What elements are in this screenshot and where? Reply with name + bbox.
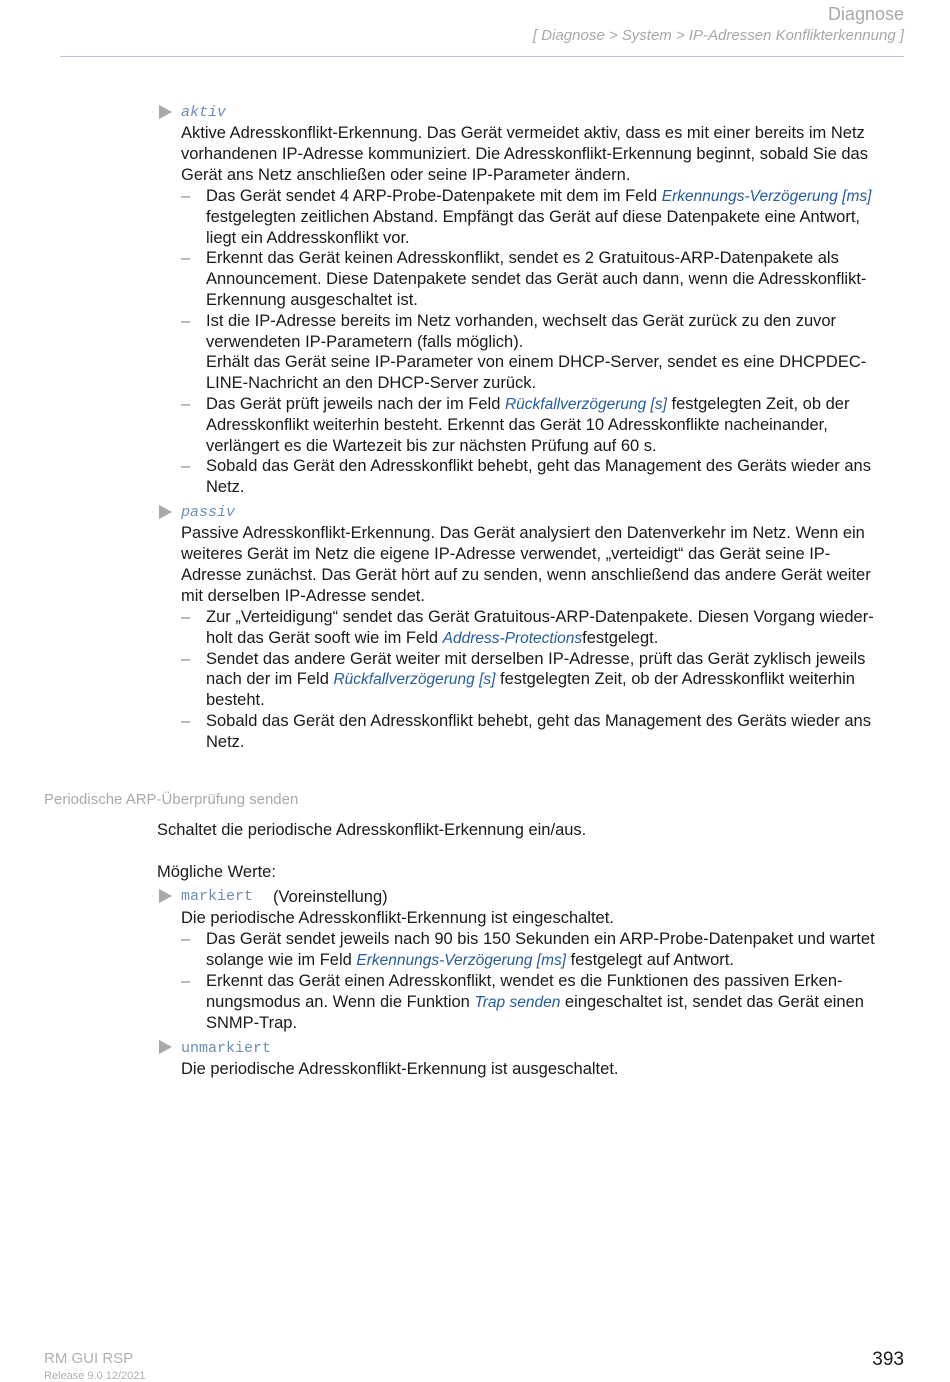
dash-marker: –: [181, 312, 191, 330]
passiv-desc-line4: mit derselben IP-Adresse sendet.: [181, 587, 425, 605]
aktiv-desc-line2: vorhandenen IP-Adresse kommuniziert. Die Adresskonflikt-Erkennung beginnt, sobald Sie das: [181, 145, 868, 163]
unmarkiert-desc: Die periodische Adresskonflikt-Erkennung ist ausgeschaltet.: [181, 1060, 619, 1078]
aktiv-bullet2-line2: Announcement. Diese Datenpakete sendet das Gerät auch dann, wenn die Adresskonflikt-: [206, 270, 867, 288]
dash-marker: –: [181, 187, 191, 205]
dash-marker: –: [181, 972, 191, 990]
section-description: Schaltet die periodische Adresskonflikt-Erkennung ein/aus.: [157, 821, 587, 839]
aktiv-bullet3-line1: Ist die IP-Adresse bereits im Netz vorhanden, wechselt das Gerät zurück zu den zuvor: [206, 312, 837, 330]
markiert-bullet2-line2: nungsmodus an. Wenn die Funktion Trap senden eingeschaltet ist, sendet das Gerät einen: [206, 993, 864, 1011]
bullet-triangle-icon: [159, 1040, 172, 1054]
aktiv-bullet1-line1: Das Gerät sendet 4 ARP-Probe-Datenpakete mit dem im Feld Erkennungs-Verzögerung [ms]: [206, 187, 872, 205]
default-note: (Voreinstellung): [273, 888, 388, 906]
markiert-bullet1-line2: solange wie im Feld Erkennungs-Verzögerung [ms] festgelegt auf Antwort.: [206, 951, 734, 969]
aktiv-bullet4-line1: Das Gerät prüft jeweils nach der im Feld Rückfallverzögerung [s] festgelegten Zeit, ob der: [206, 395, 850, 413]
field-reference: Address-Protections: [442, 630, 583, 647]
dash-marker: –: [181, 650, 191, 668]
header-divider: [60, 56, 904, 57]
aktiv-bullet3-line2: verwendeten IP-Parametern (falls möglich).: [206, 333, 524, 351]
chapter-title: Diagnose: [827, 4, 904, 24]
bullet-triangle-icon: [159, 505, 172, 519]
field-reference: Rückfallverzögerung [s]: [333, 671, 496, 688]
field-reference: Trap senden: [474, 994, 561, 1011]
field-reference: Erkennungs-Verzögerung [ms]: [356, 952, 567, 969]
product-name: RM GUI RSP: [44, 1350, 134, 1367]
passiv-bullet2-line1: Sendet das andere Gerät weiter mit derselben IP-Adresse, prüft das Gerät zyklisch jeweils: [206, 650, 866, 668]
passiv-bullet1-line1: Zur „Verteidigung“ sendet das Gerät Gratuitous-ARP-Datenpakete. Diesen Vorgang wieder-: [206, 608, 874, 626]
dash-marker: –: [181, 457, 191, 475]
aktiv-bullet4-line3: verlängert es die Wartezeit bis zur nächsten Prüfung auf 60 s.: [206, 437, 657, 455]
aktiv-desc-line3: Gerät ans Netz anschließen oder seine IP-Parameter ändern.: [181, 166, 631, 184]
aktiv-bullet2-line3: Erkennung ausgeschaltet ist.: [206, 291, 418, 309]
aktiv-bullet5-line2: Netz.: [206, 478, 245, 496]
passiv-bullet1-line2: holt das Gerät sooft wie im Feld Address-Protectionsfestgelegt.: [206, 629, 659, 647]
aktiv-bullet1-line3: liegt ein Addresskonflikt vor.: [206, 229, 410, 247]
aktiv-bullet3-line4: LINE-Nachricht an den DHCP-Server zurück.: [206, 374, 537, 392]
release-info: Release 9.0 12/2021: [44, 1370, 146, 1382]
aktiv-bullet4-line2: Adresskonflikt weiterhin besteht. Erkennt das Gerät 10 Adresskonflikte nacheinander,: [206, 416, 828, 434]
dash-marker: –: [181, 395, 191, 413]
aktiv-bullet3-line3: Erhält das Gerät seine IP-Parameter von einem DHCP-Server, sendet es eine DHCPDEC-: [206, 353, 867, 371]
markiert-bullet2-line3: SNMP-Trap.: [206, 1014, 298, 1032]
field-reference: Rückfallverzögerung [s]: [504, 396, 667, 413]
passiv-bullet3-line2: Netz.: [206, 733, 245, 751]
option-aktiv: aktiv: [181, 104, 227, 121]
dash-marker: –: [181, 930, 191, 948]
section-title: Periodische ARP-Überprüfung senden: [44, 791, 299, 808]
aktiv-bullet5-line1: Sobald das Gerät den Adresskonflikt behebt, geht das Management des Geräts wieder ans: [206, 457, 871, 475]
passiv-bullet2-line3: besteht.: [206, 691, 265, 709]
page-number: 393: [872, 1349, 904, 1370]
dash-marker: –: [181, 712, 191, 730]
aktiv-desc-line1: Aktive Adresskonflikt-Erkennung. Das Gerät vermeidet aktiv, dass es mit einer bereits im Netz: [181, 124, 865, 142]
markiert-bullet2-line1: Erkennt das Gerät einen Adresskonflikt, wendet es die Funktionen des passiven Erken-: [206, 972, 843, 990]
option-unmarkiert: unmarkiert: [181, 1040, 272, 1057]
passiv-desc-line1: Passive Adresskonflikt-Erkennung. Das Gerät analysiert den Datenverkehr im Netz. Wenn ein: [181, 524, 865, 542]
passiv-desc-line2: weiteres Gerät im Netz die eigene IP-Adresse verwendet, „verteidigt“ das Gerät seine IP-: [181, 545, 831, 563]
field-reference: Erkennungs-Verzögerung [ms]: [661, 188, 872, 205]
dash-marker: –: [181, 608, 191, 626]
aktiv-bullet2-line1: Erkennt das Gerät keinen Adresskonflikt, sendet es 2 Gratuitous-ARP-Datenpakete als: [206, 249, 839, 267]
option-markiert: markiert: [181, 888, 254, 905]
passiv-bullet3-line1: Sobald das Gerät den Adresskonflikt behebt, geht das Management des Geräts wieder ans: [206, 712, 871, 730]
dash-marker: –: [181, 249, 191, 267]
passiv-bullet2-line2: nach der im Feld Rückfallverzögerung [s] festgelegten Zeit, ob der Adresskonflikt weiterhin: [206, 670, 855, 688]
passiv-desc-line3: Adresse zunächst. Das Gerät hört auf zu senden, wenn anschließend das andere Gerät weiter: [181, 566, 871, 584]
breadcrumb: [ Diagnose > System > IP-Adressen Konflikterkennung ]: [532, 27, 904, 44]
markiert-bullet1-line1: Das Gerät sendet jeweils nach 90 bis 150 Sekunden ein ARP-Probe-Datenpaket und wartet: [206, 930, 875, 948]
bullet-triangle-icon: [159, 105, 172, 119]
markiert-desc: Die periodische Adresskonflikt-Erkennung ist eingeschaltet.: [181, 909, 614, 927]
option-passiv: passiv: [181, 504, 236, 521]
possible-values-label: Mögliche Werte:: [157, 863, 276, 881]
bullet-triangle-icon: [159, 889, 172, 903]
aktiv-bullet1-line2: festgelegten zeitlichen Abstand. Empfängt das Gerät auf diese Datenpakete eine Antwort,: [206, 208, 861, 226]
